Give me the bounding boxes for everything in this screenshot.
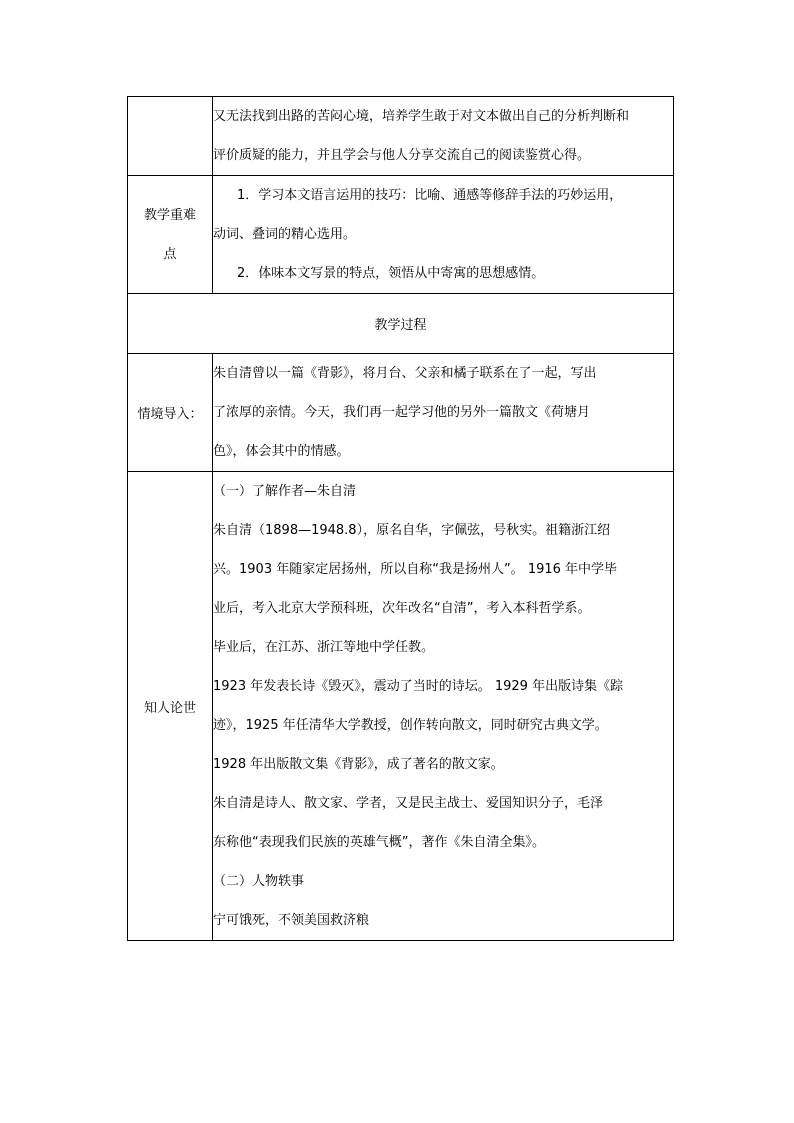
row-intro <box>128 354 674 472</box>
key-points-label-line2: 点 <box>163 246 177 262</box>
row-process-header <box>128 294 674 354</box>
goal-content-cell <box>213 97 674 176</box>
process-title: 教学过程 <box>128 294 674 354</box>
author-line: 朱自清（1898—1948.8），原名自华，字佩弦，号秋实。祖籍浙江绍 <box>213 523 611 538</box>
key-point-line: 2．体味本文写景的特点，领悟从中寄寓的思想感情。 <box>237 266 545 281</box>
key-points-label-line1: 教学重难 <box>143 207 196 223</box>
intro-content-cell <box>213 354 674 472</box>
row-key-points <box>128 176 674 294</box>
goal-line: 又无法找到出路的苦闷心境，培养学生敢于对文本做出自己的分析判断和 <box>213 109 630 124</box>
author-line: 兴。1903 年随家定居扬州，所以自称“我是扬州人”。 1916 年中学毕 <box>213 562 618 577</box>
author-line: （一）了解作者—朱自清 <box>213 484 357 499</box>
author-line: （二）人物轶事 <box>213 874 305 889</box>
author-line: 迹》，1925 年任清华大学教授，创作转向散文，同时研究古典文学。 <box>213 718 608 733</box>
key-points-content-cell <box>213 176 674 294</box>
lesson-plan-table <box>127 96 674 941</box>
author-line: 1923 年发表长诗《毁灭》，震动了当时的诗坛。 1929 年出版诗集《踪 <box>213 679 624 694</box>
intro-label: 情境导入： <box>128 354 213 472</box>
key-points-label-cell <box>128 176 213 294</box>
author-line: 业后，考入北京大学预科班，次年改名“自清”，考入本科哲学系。 <box>213 601 591 616</box>
row-goal-continuation <box>128 97 674 176</box>
goal-line: 评价质疑的能力，并且学会与他人分享交流自己的阅读鉴赏心得。 <box>213 148 591 163</box>
author-line: 东称他“表现我们民族的英雄气概”，著作《朱自清全集》。 <box>213 835 545 850</box>
empty-label-cell <box>128 97 213 176</box>
author-content-cell <box>213 472 674 941</box>
author-label: 知人论世 <box>128 472 213 941</box>
intro-line: 色》，体会其中的情感。 <box>213 444 350 459</box>
intro-line: 朱自清曾以一篇《背影》，将月台、父亲和橘子联系在了一起，写出 <box>213 366 597 381</box>
intro-line: 了浓厚的亲情。今天，我们再一起学习他的另外一篇散文《荷塘月 <box>213 405 591 420</box>
author-line: 1928 年出版散文集《背影》，成了著名的散文家。 <box>213 757 504 772</box>
row-author <box>128 472 674 941</box>
author-line: 毕业后，在江苏、浙江等地中学任教。 <box>213 640 435 655</box>
key-point-line: 1．学习本文语言运用的技巧：比喻、通感等修辞手法的巧妙运用， <box>237 188 623 203</box>
author-line: 朱自清是诗人、散文家、学者，又是民主战士、爱国知识分子，毛泽 <box>213 796 604 811</box>
author-line: 宁可饿死，不领美国救济粮 <box>213 913 370 928</box>
key-point-line: 动词、叠词的精心选用。 <box>213 227 357 242</box>
